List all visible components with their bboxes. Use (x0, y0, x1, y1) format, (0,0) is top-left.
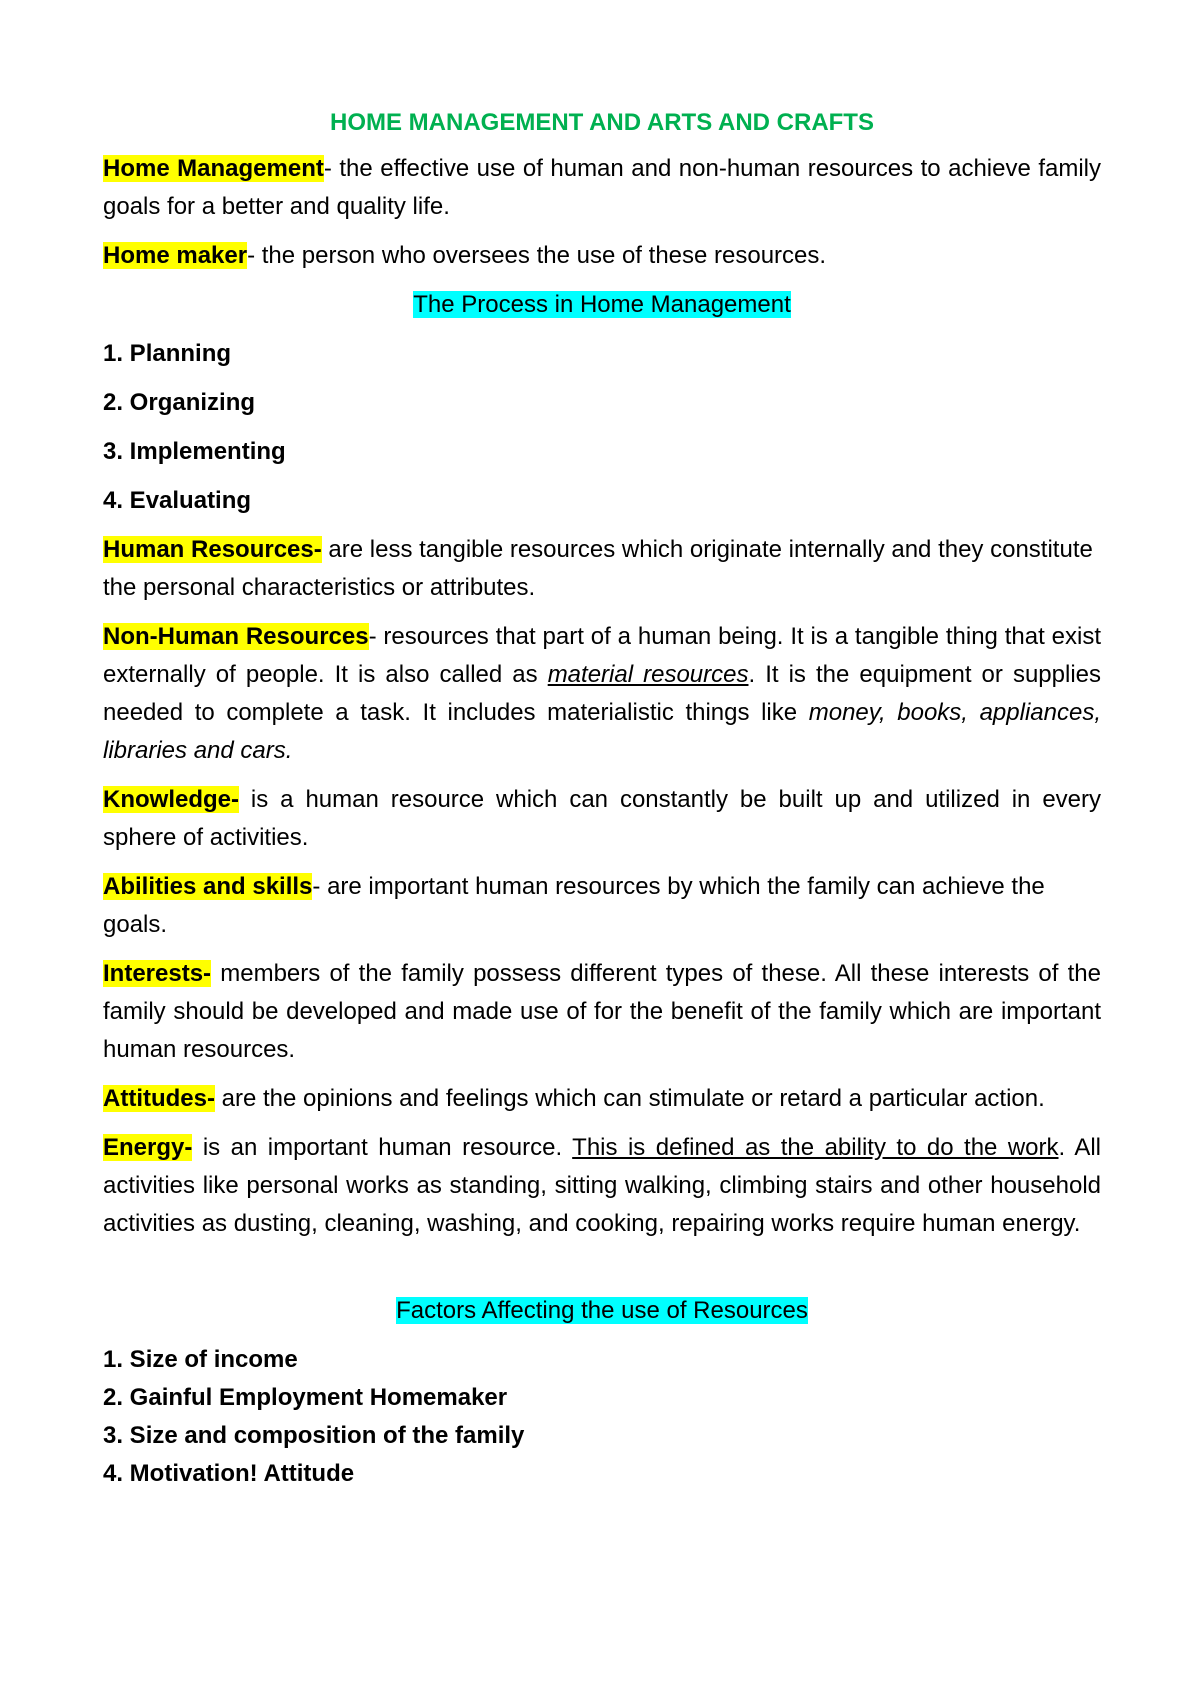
definition-human-resources (103, 531, 1101, 607)
definition-abilities-text: - are important human resources by which the family can achieve the goals. (103, 873, 1045, 938)
definition-energy-text-a: is an important human resource. (192, 1134, 573, 1161)
term-knowledge: Knowledge- (103, 786, 239, 813)
process-heading: The Process in Home Management (413, 291, 791, 318)
factor-item-2: 2. Gainful Employment Homemaker (103, 1384, 508, 1411)
definition-interests-text: members of the family possess different types of these. All these interests of the family should be developed and made use of for the benefit of the family which are important human resources. (103, 960, 1101, 1063)
material-resources-phrase: material resources (547, 661, 749, 688)
factor-item-4: 4. Motivation! Attitude (103, 1460, 355, 1487)
definition-non-human-text-b: . It is the equipment or supplies needed to complete a task. It includes materialistic things like (103, 661, 1102, 726)
material-examples: money, books, appliances, libraries and cars. (103, 699, 1101, 764)
term-energy: Energy- (103, 1134, 193, 1161)
definition-abilities (103, 868, 1101, 944)
definition-energy-text-b: . All activities like personal works as standing, sitting walking, climbing stairs and other household activities as dusting, cleaning, washing, and cooking, repairing works require human energy. (103, 1134, 1101, 1237)
process-step-4: 4. Evaluating (103, 487, 252, 514)
definition-home-management (103, 150, 1101, 226)
energy-definition-phrase: This is defined as the ability to do the work (572, 1134, 1059, 1161)
definition-attitudes (103, 1080, 1101, 1118)
document-title: HOME MANAGEMENT AND ARTS AND CRAFTS (330, 109, 874, 136)
term-human-resources: Human Resources- (103, 536, 322, 563)
process-heading-line (103, 286, 1101, 324)
document-page (103, 104, 1101, 1493)
term-home-management: Home Management (103, 155, 324, 182)
process-step-1: 1. Planning (103, 340, 232, 367)
definition-interests (103, 955, 1101, 1069)
factor-item-3: 3. Size and composition of the family (103, 1422, 525, 1449)
process-step-3: 3. Implementing (103, 438, 286, 465)
definition-knowledge-text: is a human resource which can constantly be built up and utilized in every sphere of activities. (103, 786, 1101, 851)
factor-item-1: 1. Size of income (103, 1346, 298, 1373)
term-non-human-resources: Non-Human Resources (103, 623, 369, 650)
definition-non-human-resources (103, 618, 1101, 770)
definition-attitudes-text: are the opinions and feelings which can stimulate or retard a particular action. (214, 1085, 1045, 1112)
term-interests: Interests- (103, 960, 212, 987)
term-attitudes: Attitudes- (103, 1085, 215, 1112)
definition-human-resources-text: are less tangible resources which originate internally and they constitute the personal characteristics or attributes. (103, 536, 1093, 601)
process-step-2: 2. Organizing (103, 389, 256, 416)
definition-energy (103, 1129, 1101, 1243)
term-home-maker: Home maker (103, 242, 248, 269)
definition-knowledge (103, 781, 1101, 857)
spacer (103, 1254, 1101, 1292)
factors-heading-line (103, 1292, 1101, 1330)
term-abilities: Abilities and skills (103, 873, 313, 900)
definition-non-human-text-a: - resources that part of a human being. It is a tangible thing that exist externally of people. It is also called as (103, 623, 1101, 688)
definition-home-management-text: - the effective use of human and non-human resources to achieve family goals for a better and quality life. (103, 155, 1101, 220)
factors-heading: Factors Affecting the use of Resources (396, 1297, 808, 1324)
definition-home-maker (103, 237, 1101, 275)
definition-home-maker-text: - the person who oversees the use of these resources. (247, 242, 827, 269)
